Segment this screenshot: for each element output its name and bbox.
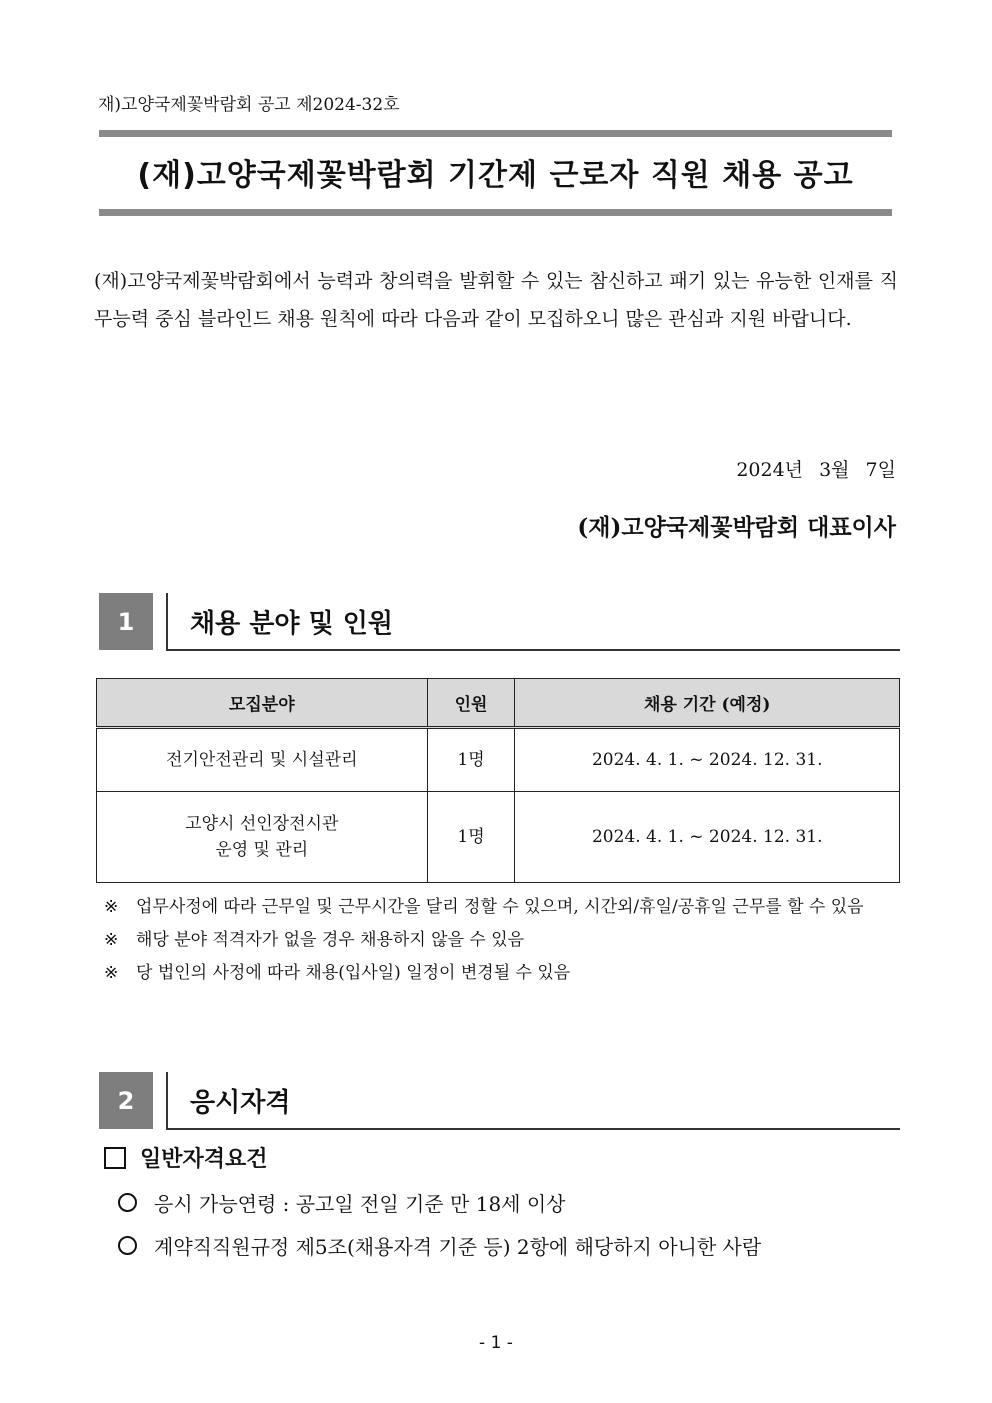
cell-period: 2024. 4. 1. ~ 2024. 12. 31. [515, 792, 900, 883]
section-2-divider [166, 1072, 168, 1130]
page-number: - 1 - [479, 1333, 513, 1353]
cell-count: 1명 [427, 728, 515, 792]
section-2-title: 응시자격 [190, 1088, 291, 1118]
recruitment-table [96, 678, 900, 883]
note-item [104, 957, 898, 990]
note-text: 해당 분야 적격자가 없을 경우 채용하지 않을 수 있음 [136, 930, 525, 950]
subheading-text: 일반자격요건 [140, 1146, 268, 1172]
cell-field-line2: 운영 및 관리 [215, 840, 309, 860]
column-header-field: 모집분야 [97, 679, 428, 728]
note-mark: ※ [104, 963, 119, 983]
cell-field [97, 792, 428, 883]
table-row [97, 728, 900, 792]
note-item [104, 924, 898, 957]
requirement-text: 계약직직원규정 제5조(채용자격 기준 등) 2항에 해당하지 아니한 사람 [154, 1235, 762, 1259]
circle-bullet-icon [118, 1236, 137, 1255]
section-1-title: 채용 분야 및 인원 [190, 609, 393, 639]
checkbox-icon [104, 1147, 126, 1169]
note-text: 업무사정에 따라 근무일 및 근무시간을 달리 정할 수 있으며, 시간외/휴일/공휴일 근무를 할 수 있음 [136, 897, 864, 917]
section-1-underline [166, 649, 900, 651]
signer: (재)고양국제꽃박람회 대표이사 [577, 514, 896, 541]
section-1-number: 1 [99, 593, 153, 650]
title-bottom-bar [99, 209, 892, 216]
requirement-item [118, 1188, 566, 1217]
cell-period: 2024. 4. 1. ~ 2024. 12. 31. [515, 728, 900, 792]
section-2-number: 2 [99, 1072, 153, 1129]
cell-field-text: 전기안전관리 및 시설관리 [166, 750, 358, 770]
cell-field [97, 728, 428, 792]
column-header-period: 채용 기간 (예정) [515, 679, 900, 728]
cell-field-line1: 고양시 선인장전시관 [185, 814, 339, 834]
note-mark: ※ [104, 897, 119, 917]
subheading-general-requirements [104, 1142, 268, 1173]
note-mark: ※ [104, 930, 119, 950]
table-row [97, 792, 900, 883]
intro-paragraph: (재)고양국제꽃박람회에서 능력과 창의력을 발휘할 수 있는 참신하고 패기 있는 유능한 인재를 직무능력 중심 블라인드 채용 원칙에 따라 다음과 같이 모집하오니 많은 관심과 지원 바랍니다. [94, 270, 898, 330]
note-item [104, 891, 898, 924]
title-top-bar [99, 130, 892, 137]
notes-list [104, 891, 898, 990]
section-2-underline [166, 1128, 900, 1130]
table-header-row [97, 679, 900, 728]
requirement-text: 응시 가능연령 : 공고일 전일 기준 만 18세 이상 [154, 1192, 566, 1216]
section-1-divider [166, 593, 168, 651]
notice-number: 재)고양국제꽃박람회 공고 제2024-32호 [98, 95, 400, 115]
notice-date: 2024년 3월 7일 [736, 459, 896, 481]
cell-count: 1명 [427, 792, 515, 883]
circle-bullet-icon [118, 1193, 137, 1212]
column-header-count: 인원 [427, 679, 515, 728]
requirement-item [118, 1231, 761, 1260]
document-title: (재)고양국제꽃박람회 기간제 근로자 직원 채용 공고 [137, 158, 854, 193]
note-text: 당 법인의 사정에 따라 채용(입사일) 일정이 변경될 수 있음 [136, 963, 571, 983]
